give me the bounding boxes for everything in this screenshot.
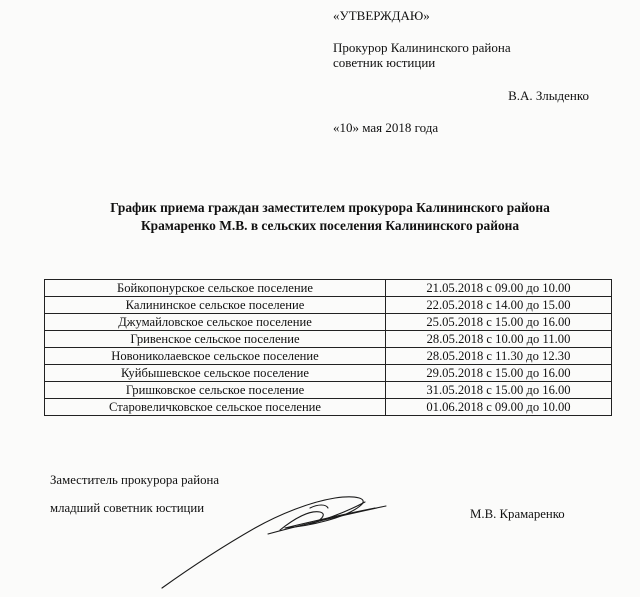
time-cell: 25.05.2018 с 15.00 до 16.00 [386,314,612,331]
table-row [45,365,612,382]
signature-block [50,473,610,521]
time-cell: 29.05.2018 с 15.00 до 16.00 [386,365,612,382]
signer-position: Заместитель прокурора района [50,473,220,487]
document-title-line2: Крамаренко М.В. в сельских поселения Калининского района [140,218,520,233]
time-cell: 28.05.2018 с 11.30 до 12.30 [386,348,612,365]
table-row [45,314,612,331]
approval-heading: «УТВЕРЖДАЮ» [333,8,430,23]
table-row [45,280,612,297]
approver-position [333,40,623,70]
table-row [45,297,612,314]
time-cell: 21.05.2018 с 09.00 до 10.00 [386,280,612,297]
village-cell: Джумайловское сельское поселение [45,314,386,331]
handwritten-signature-icon [160,488,390,593]
approval-date: «10» мая 2018 года [333,120,439,135]
village-cell: Калининское сельское поселение [45,297,386,314]
village-cell: Гришковское сельское поселение [45,382,386,399]
document-title [40,199,620,235]
schedule-table [44,279,612,416]
village-cell: Бойкопонурское сельское поселение [45,280,386,297]
signer-rank: младший советник юстиции [50,501,205,515]
time-cell: 31.05.2018 с 15.00 до 16.00 [386,382,612,399]
table-row [45,348,612,365]
table-row [45,382,612,399]
village-cell: Гривенское сельское поселение [45,331,386,348]
approver-position-line1: Прокурор Калининского района [333,40,511,55]
table-row [45,399,612,416]
approval-block [333,8,623,135]
signer-name: М.В. Крамаренко [470,507,565,521]
village-cell: Куйбышевское сельское поселение [45,365,386,382]
village-cell: Старовеличковское сельское поселение [45,399,386,416]
time-cell: 22.05.2018 с 14.00 до 15.00 [386,297,612,314]
village-cell: Новониколаевское сельское поселение [45,348,386,365]
table-row [45,331,612,348]
document-title-line1: График приема граждан заместителем прокурора Калининского района [110,200,550,215]
time-cell: 28.05.2018 с 10.00 до 11.00 [386,331,612,348]
approver-name: В.А. Злыденко [508,88,589,103]
approver-position-line2: советник юстиции [333,55,436,70]
time-cell: 01.06.2018 с 09.00 до 10.00 [386,399,612,416]
